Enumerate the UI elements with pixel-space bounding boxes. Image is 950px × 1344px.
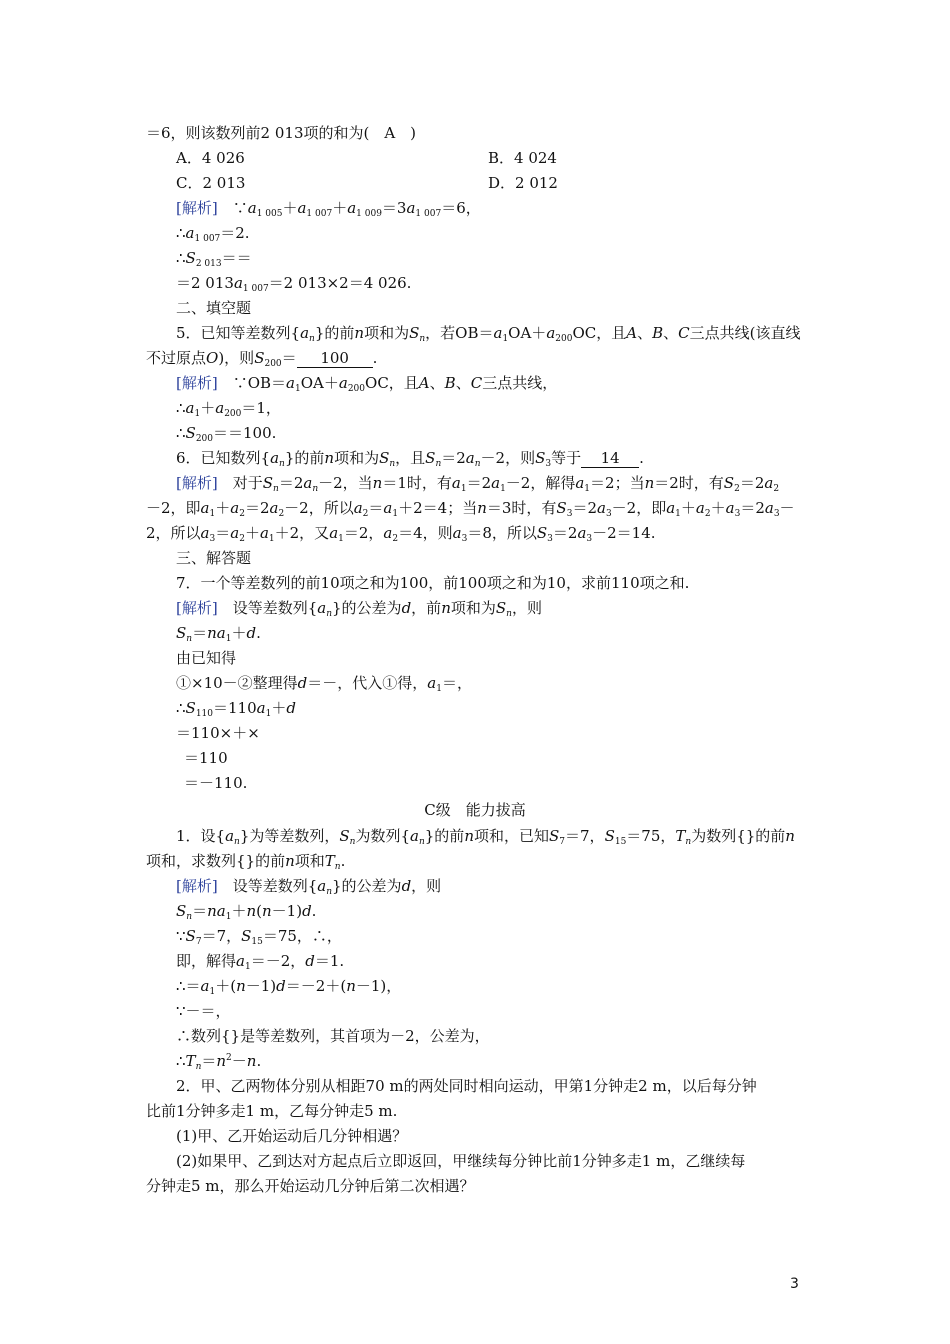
- analysis-7-line-1: [解析] 设等差数列$\{a_n\}$的公差为d，前n项和为$S_n$，则: [176, 599, 542, 619]
- analysis-tag: [解析]: [176, 374, 218, 392]
- analysis-6-line-1: [解析] 对于$S_n=2a_n-2$，当n＝1时，有$a_1=2a_1-2$，解得$a_1=2$；当n＝2时，有$S_2=2a_2$: [176, 474, 780, 494]
- c-question-2-part-1: (1)甲、乙开始运动后几分钟相遇？: [176, 1127, 408, 1145]
- page-number: 3: [790, 1276, 799, 1292]
- question-6: 6．已知数列$\{a_n\}$的前n项和为$S_n$，且$S_n=2a_n-2$，则$S_3$等于 14 .: [176, 449, 644, 469]
- c-analysis-1-line-6: ∵－＝，: [176, 1002, 231, 1020]
- analysis-5-line-3: $\therefore S_{200}==100$.: [176, 424, 277, 444]
- analysis-7-line-8: ＝－110.: [184, 774, 248, 792]
- analysis-7-line-5: $\therefore S_{110}=110a_1+d$: [176, 699, 296, 719]
- analysis-7-line-4: ①×10－②整理得d＝－，代入①得，$a_1=$，: [176, 674, 472, 694]
- c-analysis-1-line-3: $\because S_7=7$，$S_{15}=75$，∴，: [176, 927, 342, 947]
- section-fill-blank: 二、填空题: [176, 299, 252, 317]
- analysis-tag: [解析]: [176, 474, 218, 492]
- question-5-line-2: 不过原点O)，则$S_{200}= 100$ .: [146, 349, 378, 369]
- section-solution: 三、解答题: [176, 549, 252, 567]
- level-c-heading: C级 能力拔高: [424, 801, 526, 819]
- c-analysis-1-line-7: ∴数列{}是等差数列，其首项为－2，公差为，: [176, 1027, 490, 1045]
- analysis-4-line-2: $\therefore a_{1 007}=2$.: [176, 224, 250, 244]
- c-analysis-1-line-2: $S_n=na_1+n(n-1)d$.: [176, 902, 317, 922]
- question-4-tail: ＝6，则该数列前2 013项的和为( A ): [146, 124, 417, 142]
- analysis-6-line-2: －2，即$a_1+a_2=2a_2-2$，所以$a_2=a_1+2=4$；当n＝3时，有$S_3=2a_3-2$，即$a_1+a_2+a_3=2a_3-$: [146, 499, 795, 519]
- analysis-4-line-4: ＝2 $013a_{1 007}=2$ 013×2＝4 026.: [176, 274, 412, 294]
- option-a: A．4 026: [176, 149, 245, 167]
- analysis-tag: [解析]: [176, 599, 218, 617]
- analysis-6-line-3: 2，所以$a_3=a_2+a_1+2$，又$a_1=2$，$a_2=4$，则$a_3=8$，所以$S_3=2a_3-2=14$.: [146, 524, 656, 544]
- c-analysis-1-line-1: [解析] 设等差数列$\{a_n\}$的公差为d，则: [176, 877, 442, 897]
- analysis-5-line-1: [解析] $\because OB=a_1OA+a_{200}OC$，且A、B、C三点共线，: [176, 374, 558, 394]
- question-5-line-1: 5．已知等差数列$\{a_n\}$的前n项和为$S_n$，若$OB=a_1OA+a_{200}OC$，且A、B、C三点共线(该直线: [176, 324, 801, 344]
- c-question-1-line-1: 1．设$\{a_n\}$为等差数列，$S_n$为数列$\{a_n\}$的前n项和，已知$S_7=7$，$S_{15}=75$，$T_n$为数列{}的前n: [176, 827, 795, 847]
- analysis-tag: [解析]: [176, 199, 218, 217]
- answer-6: 14: [581, 450, 639, 468]
- c-analysis-1-line-8: $\therefore T_n=n^2-n$.: [176, 1052, 262, 1072]
- option-b: B．4 024: [488, 149, 557, 167]
- analysis-tag: [解析]: [176, 877, 218, 895]
- analysis-5-line-2: $\therefore a_1+a_{200}=1$，: [176, 399, 281, 419]
- c-question-1-line-2: 项和，求数列{}的前n项和$T_n$.: [146, 852, 346, 872]
- c-question-2-line-1: 2．甲、乙两物体分别从相距70 m的两处同时相向运动，甲第1分钟走2 m，以后每分钟: [176, 1077, 757, 1095]
- option-d: D．2 012: [488, 174, 558, 192]
- analysis-7-line-2: $S_n=na_1+d$.: [176, 624, 261, 644]
- analysis-7-line-6: ＝110×＋×: [176, 724, 260, 742]
- option-c: C．2 013: [176, 174, 246, 192]
- c-question-2-part-2-line-2: 分钟走5 m，那么开始运动几分钟后第二次相遇？: [146, 1177, 475, 1195]
- analysis-4-line-3: $\therefore S_{2 013}==$: [176, 249, 252, 269]
- c-analysis-1-line-5: $\therefore=a_1+(n-1)d=-2+(n-1)$，: [176, 977, 402, 997]
- analysis-7-line-3: 由已知得: [176, 649, 237, 667]
- question-7: 7．一个等差数列的前10项之和为100，前100项之和为10，求前110项之和.: [176, 574, 690, 592]
- answer-5: 100: [297, 350, 373, 368]
- c-question-2-part-2-line-1: (2)如果甲、乙到达对方起点后立即返回，甲继续每分钟比前1分钟多走1 m，乙继续每: [176, 1152, 746, 1170]
- c-question-2-line-2: 比前1分钟多走1 m，乙每分钟走5 m.: [146, 1102, 398, 1120]
- analysis-7-line-7: ＝110: [184, 749, 228, 767]
- analysis-4-line-1: [解析] $\because a_{1 005}+a_{1 007}+a_{1 009}=3a_{1 007}=6$，: [176, 199, 481, 219]
- c-analysis-1-line-4: 即，解得$a_1=-2$，d＝1.: [176, 952, 345, 972]
